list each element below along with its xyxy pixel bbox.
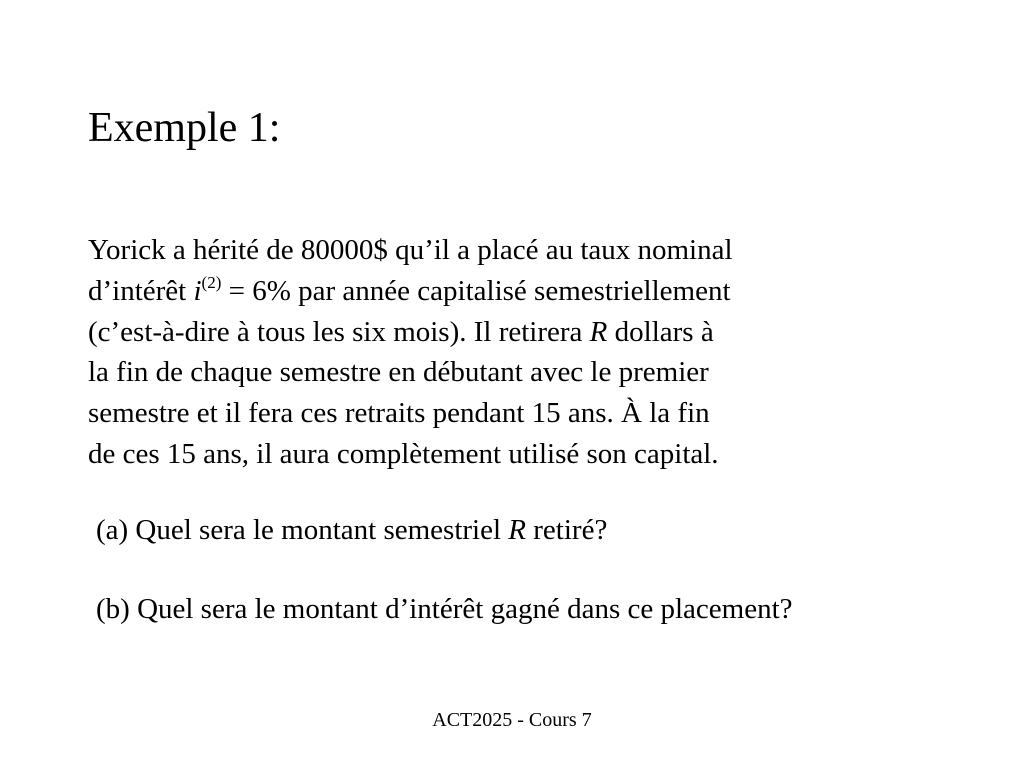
question-a-prefix: (a) Quel sera le montant semestriel — [96, 514, 509, 546]
statement-line-3-suffix: dollars à — [607, 315, 714, 348]
statement-line-1: Yorick a hérité de 80000$ qu’il a placé au taux nominal — [88, 234, 733, 266]
statement-line-3-prefix: (c’est-à-dire à tous les six mois). Il retirera — [88, 315, 590, 348]
slide-footer: ACT2025 - Cours 7 — [432, 709, 592, 731]
question-a-variable: R — [508, 514, 527, 546]
withdrawal-variable: R — [589, 315, 608, 348]
interest-rate-superscript: (2) — [201, 272, 222, 292]
question-a-suffix: retiré? — [526, 514, 608, 546]
question-a — [96, 513, 607, 547]
statement-line-6: de ces 15 ans, il aura complètement utilisé son capital. — [88, 437, 719, 470]
statement-line-2-suffix: = 6% par année capitalisé semestriellement — [221, 274, 731, 307]
interest-rate-variable: i — [193, 274, 202, 307]
slide-title: Exemple 1: — [88, 105, 281, 151]
statement-line-2-prefix: d’intérêt — [88, 274, 194, 307]
statement-line-3 — [88, 312, 888, 353]
statement-line-4: la fin de chaque semestre en débutant avec le premier — [88, 356, 709, 389]
question-b: (b) Quel sera le montant d’intérêt gagné dans ce placement? — [96, 593, 793, 625]
statement-line-2 — [88, 271, 888, 312]
problem-statement — [88, 230, 888, 475]
statement-line-5: semestre et il fera ces retraits pendant 15 ans. À la fin — [88, 397, 710, 430]
